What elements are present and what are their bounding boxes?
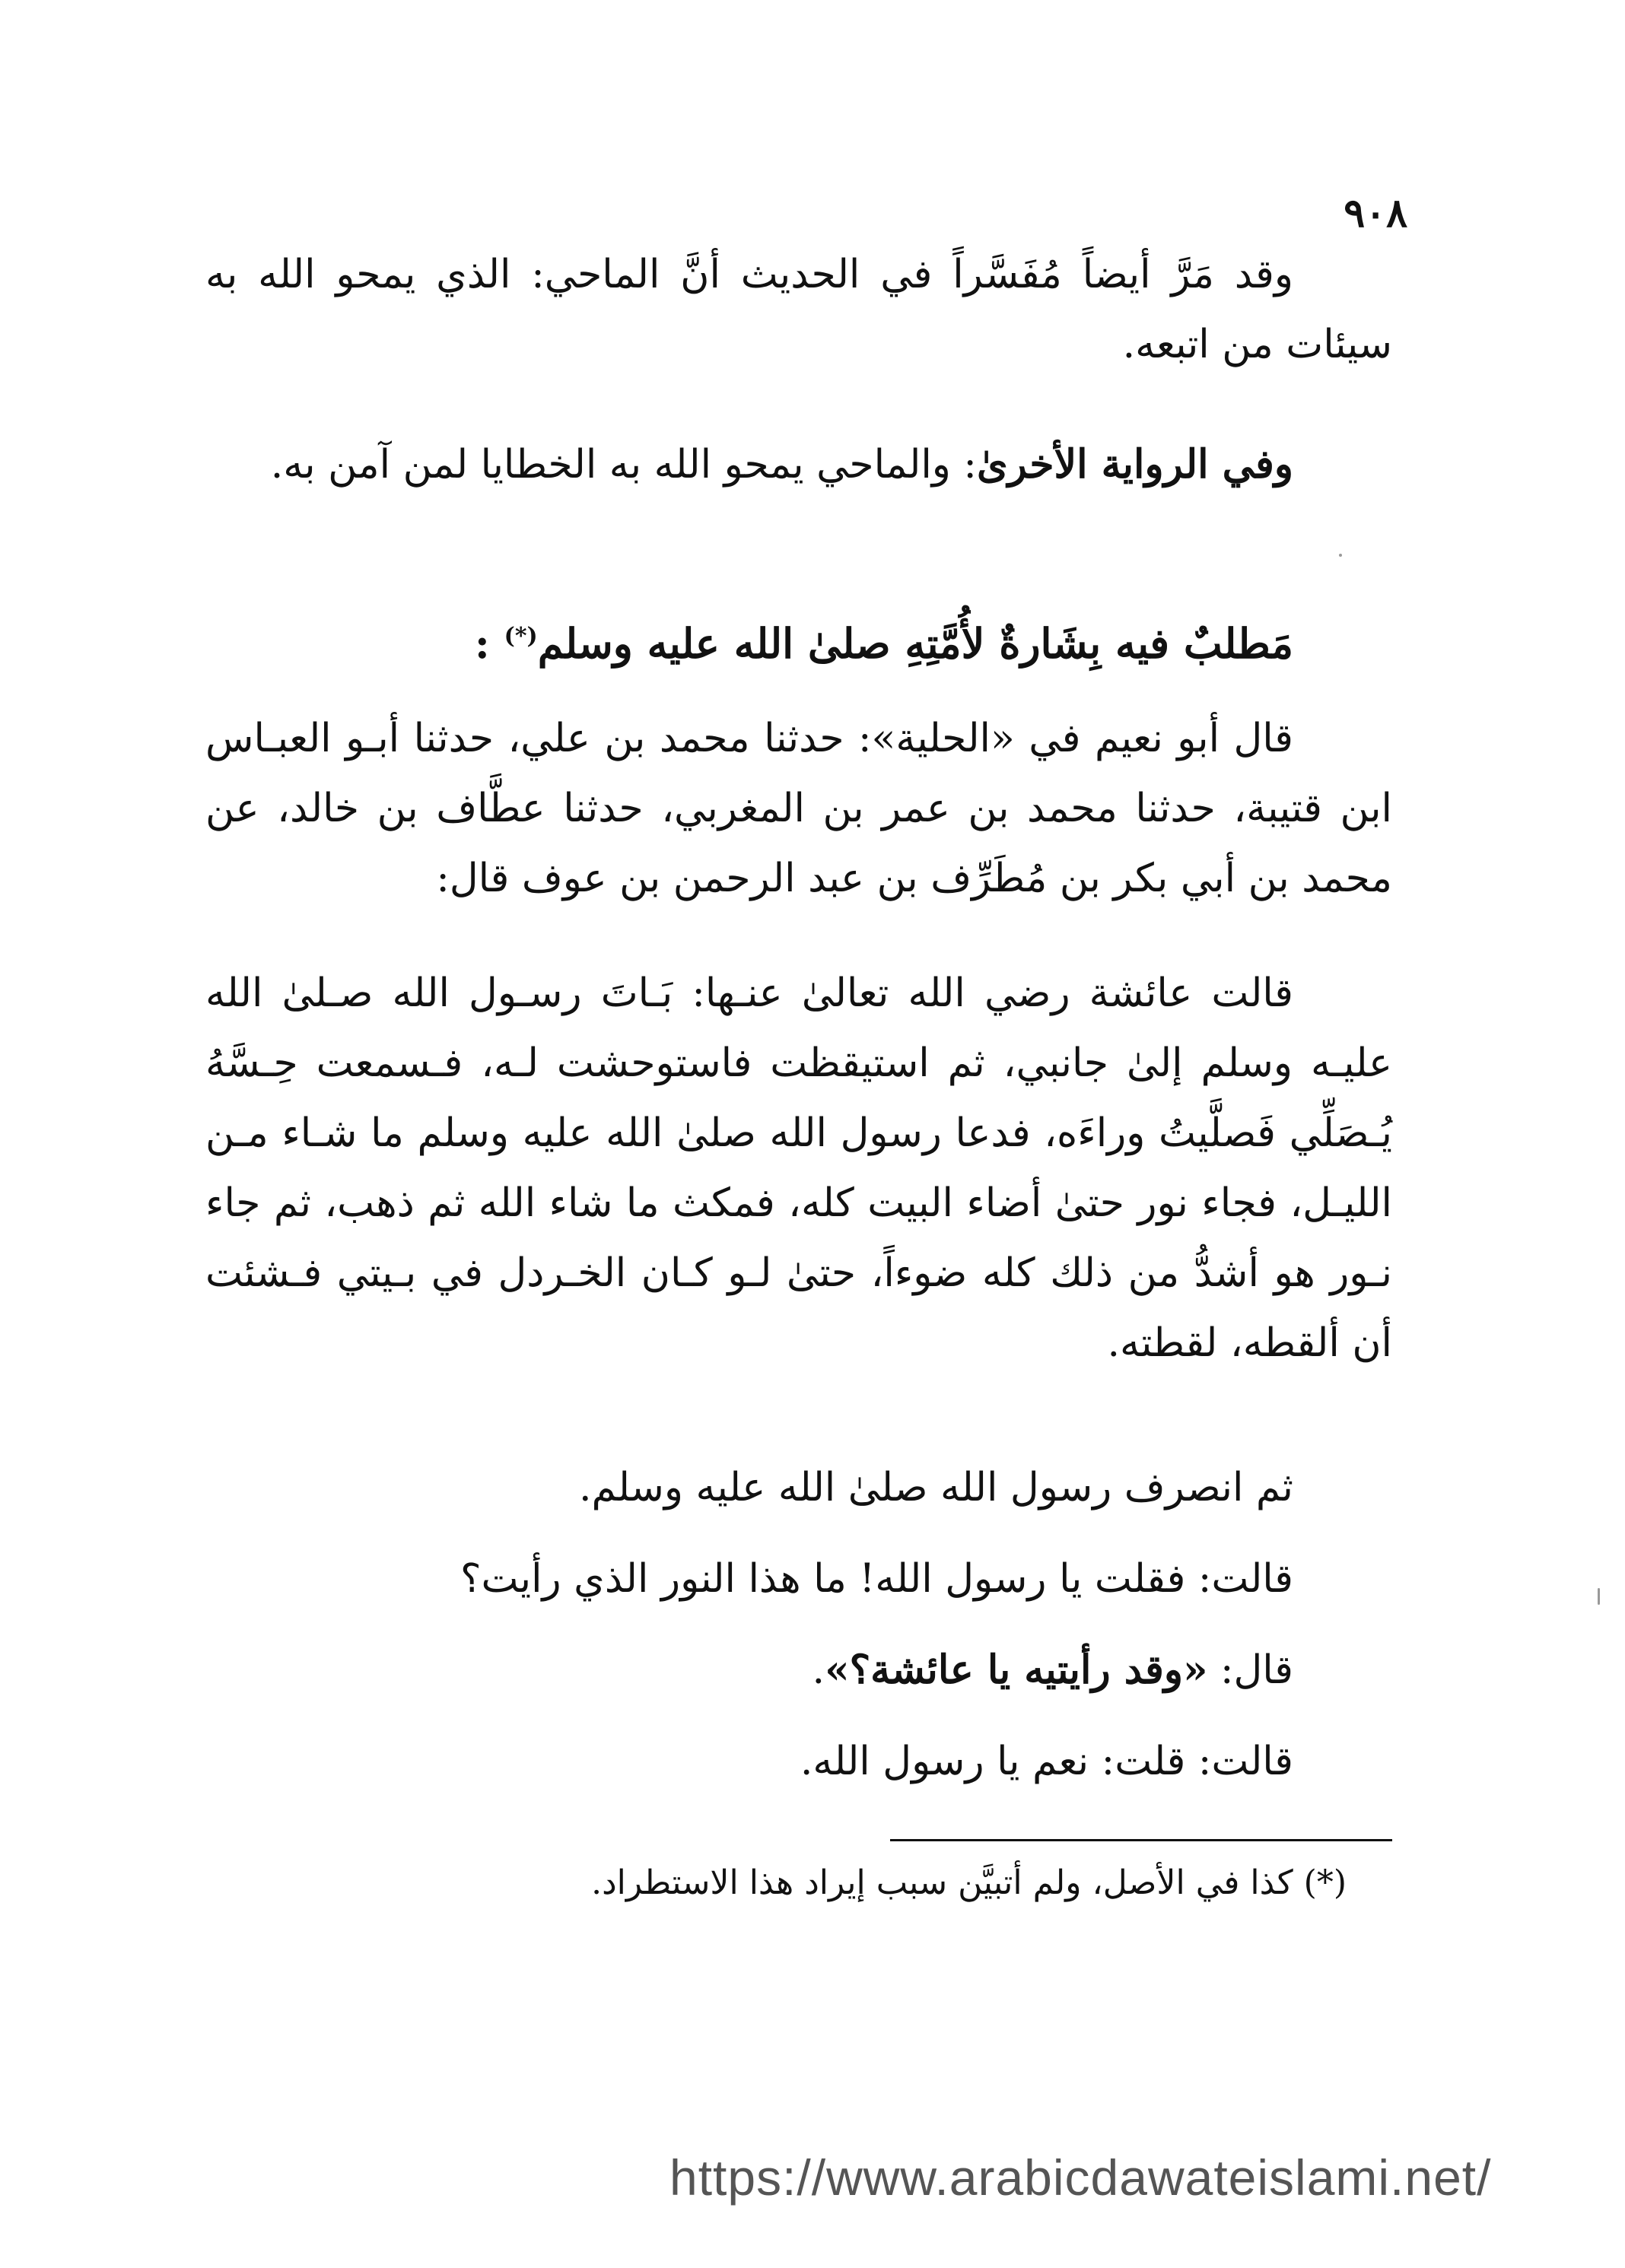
paragraph-7-lead: قال: xyxy=(1207,1647,1293,1693)
paragraph-7-tail: . xyxy=(812,1647,825,1693)
paragraph-3: قال أبو نعيم في «الحلية»: حدثنا محمد بن علي، حدثنا أبـو العبـاس ابن قتيبة، حدثنا محمد بن عمر بن المغربي، حدثنا عطَّاف بن خالد، عن محمد بن أبي بكر بن مُطَرِّف بن عبد الرحمن بن عوف قال: xyxy=(205,716,1392,901)
paragraph-5: ثم انصرف رسول الله صلىٰ الله عليه وسلم. xyxy=(578,1465,1293,1510)
paragraph-7 xyxy=(205,1635,1392,1705)
paragraph-4: قالت عائشة رضي الله تعالىٰ عنـها: بَـاتَ رسـول الله صـلىٰ الله عليـه وسلم إلىٰ جانبي، ثم استيقظت فاستوحشت لـه، فـسمعت حِـسَّهُ يُـصَلِّي فَصلَّيتُ وراءَه، فدعا رسول الله صلىٰ الله عليه وسلم ما شـاء مـن الليـل، فجاء نور حتىٰ أضاء البيت كله، فمكث ما شاء الله ثم ذهب، ثم جاء نـور هو أشدُّ من ذلك كله ضوءاً، حتىٰ لـو كـان الخـردل في بـيتي فـشئت أن ألقطه، لقطته. xyxy=(205,970,1392,1366)
scan-speck xyxy=(1598,1588,1600,1605)
paragraph-6: قالت: فقلت يا رسول الله! ما هذا النور الذي رأيت؟ xyxy=(460,1556,1293,1602)
scan-speck xyxy=(1339,554,1342,557)
footnote-marker: (*) xyxy=(504,623,538,650)
paragraph-1: وقد مَرَّ أيضاً مُفَسَّراً في الحديث أنَّ الماحي: الذي يمحو الله به سيئات من اتبعه. xyxy=(205,252,1392,367)
footnote-rule xyxy=(890,1839,1392,1841)
watermark-url: https://www.arabicdawateislami.net/ xyxy=(669,2149,1492,2206)
page-number: ٩٠٨ xyxy=(1344,190,1407,237)
paragraph-2-rest: : والماحي يمحو الله به الخطايا لمن آمن به. xyxy=(270,442,977,488)
section-heading xyxy=(205,608,1392,678)
paragraph-7-quote: «وقد رأيتيه يا عائشة؟» xyxy=(825,1647,1208,1693)
section-heading-tail: : xyxy=(474,619,504,668)
paragraph-2 xyxy=(205,430,1392,500)
footnote: (*) كذا في الأصل، ولم أتبيَّن سبب إيراد هذا الاستطراد. xyxy=(591,1863,1347,1902)
paragraph-2-lead: وفي الرواية الأخرىٰ xyxy=(976,441,1293,488)
paragraph-8: قالت: قلت: نعم يا رسول الله. xyxy=(800,1739,1293,1784)
section-heading-text: مَطلبٌ فيه بِشَارةٌ لأُمَّتِهِ صلىٰ الله عليه وسلم xyxy=(537,619,1293,668)
